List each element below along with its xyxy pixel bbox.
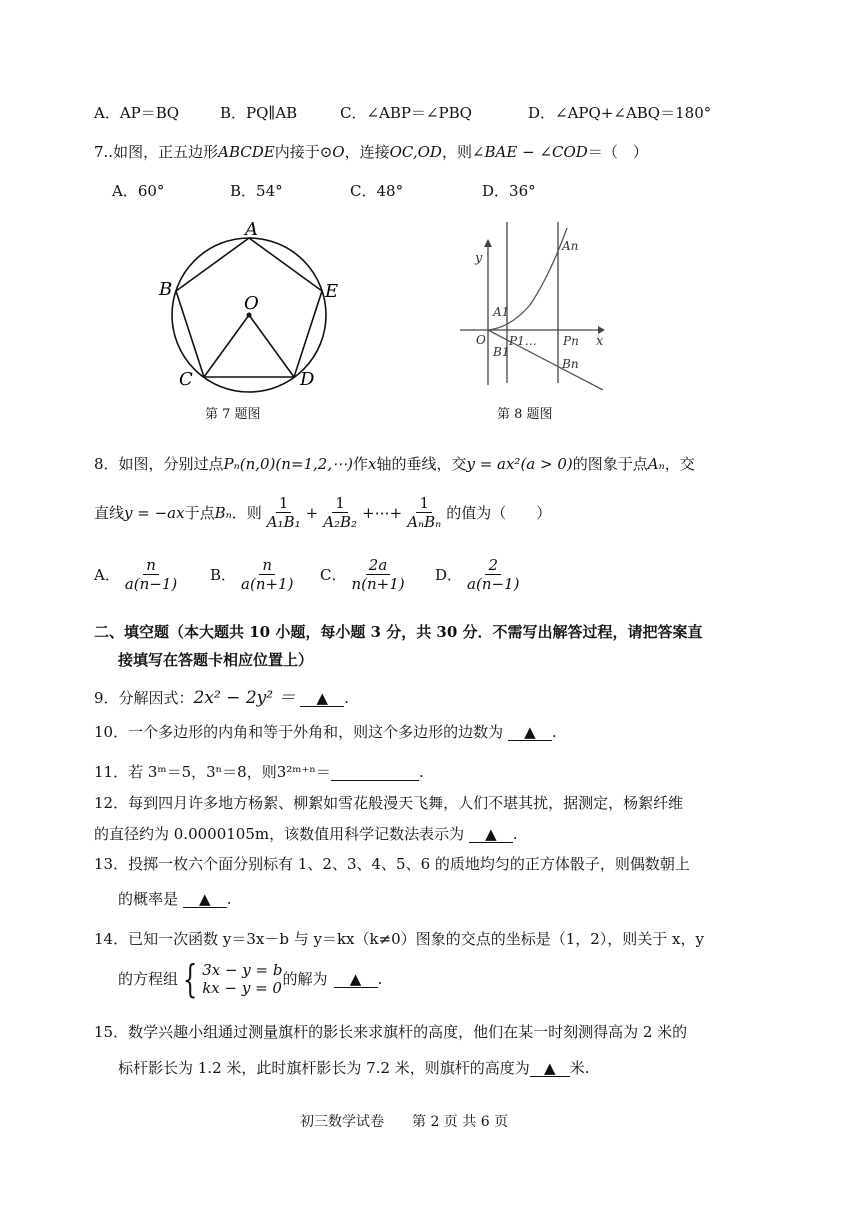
label-c: C [179, 369, 193, 390]
q8-function: y = ax²(a > 0) [466, 455, 573, 473]
q14-answer-blank: ▲ [334, 971, 378, 988]
q8-plus-1: + [305, 503, 319, 522]
q7-text-4: ，则 [441, 143, 472, 161]
figure-7-pentagon [150, 215, 360, 395]
q14-text: 的方程组 [118, 970, 179, 988]
q13-line-2: 的概率是 ▲ . [118, 890, 232, 908]
q8-x-var: x [367, 455, 377, 473]
figure-7-caption: 第 7 题图 [205, 407, 261, 422]
q8-stem-line-2 [94, 494, 551, 531]
q8-point-an: Aₙ [647, 455, 665, 473]
q8-line: y = −ax [124, 503, 185, 522]
q14-line-1: 14．已知一次函数 y＝3x－b 与 y＝kx（k≠0）图象的交点的坐标是（1，2），则关于 x，y [94, 930, 704, 948]
q11: 11．若 3ᵐ＝5，3ⁿ＝8，则3²ᵐ⁺ⁿ＝ . [94, 763, 424, 781]
q7-option-a: A．60° [112, 182, 165, 200]
q7-text-2: 内接于⊙ [274, 143, 333, 161]
label-y: y [475, 251, 483, 266]
label-p1: P1… [509, 334, 537, 348]
q8-fraction-3: $\frac{1}{\text{AₙBₙ}}$ [407, 494, 442, 531]
section-2-heading-cont: 接填写在答题卡相应位置上） [118, 651, 314, 669]
figure-8-graph [455, 220, 615, 390]
q11-text: 11．若 3ᵐ＝5，3ⁿ＝8，则3²ᵐ⁺ⁿ＝ [94, 763, 331, 781]
q15-line-2: 标杆影长为 1.2 米，此时旗杆影长为 7.2 米，则旗杆的高度为 ▲ 米. [118, 1059, 590, 1077]
q6-option-c: C．∠ABP＝∠PBQ [340, 104, 472, 122]
q8-option-b: B． $\frac{n}{a(n+1)}$ [210, 556, 294, 593]
label-bn: Bn [562, 357, 579, 371]
label-a: A [245, 219, 258, 240]
section-2-heading: 二、填空题（本大题共 10 小题，每小题 3 分，共 30 分．不需写出解答过程，请把答案直 [94, 623, 703, 641]
q8-text-7: 于点 [184, 503, 215, 522]
q11-answer-blank [331, 764, 419, 781]
q7-option-b: B．54° [230, 182, 283, 200]
q14-equation-2: kx − y = 0 [202, 979, 282, 997]
q8-text-3: 轴的垂线，交 [376, 455, 467, 473]
label-origin: O [476, 333, 486, 347]
q8-text-2: 作 [352, 455, 368, 473]
q12-text: 的直径约为 0.0000105m，该数值用科学记数法表示为 [94, 825, 465, 843]
q8-plus-2: +⋯+ [362, 503, 403, 522]
q15-answer-blank: ▲ [530, 1060, 570, 1077]
label-pn: Pn [563, 334, 579, 348]
q8-fraction-1: $\frac{1}{\text{A₁B₁}}$ [266, 494, 301, 531]
figure-8-caption: 第 8 题图 [497, 407, 553, 422]
q6-option-b: B．PQ∥AB [220, 104, 298, 122]
q14-equation-system: { 3x − y = b kx − y = 0 [182, 957, 283, 1001]
label-b1: B1 [493, 345, 510, 359]
q8-text-5: ，交 [664, 455, 695, 473]
q7-stem [94, 142, 648, 162]
q14-text-2: 的解为 [282, 970, 328, 988]
q8-text-1: 8．如图，分别过点 [94, 455, 224, 473]
label-d: D [300, 369, 315, 390]
label-o: O [244, 293, 259, 314]
q6-option-d: D．∠APQ+∠ABQ＝180° [528, 104, 712, 122]
q7-text-3: ，连接 [344, 143, 390, 161]
q8-option-c: C． $\frac{2a}{n(n+1)}$ [320, 556, 405, 593]
q9-answer-blank: ▲ [300, 690, 344, 707]
q13-line-1: 13．投掷一枚六个面分别标有 1、2、3、4、5、6 的质地均匀的正方体骰子，则偶数朝上 [94, 855, 690, 873]
q8-point-bn: Bₙ [214, 503, 232, 522]
q13-text: 的概率是 [118, 890, 179, 908]
q8-text-4: 的图象于点 [572, 455, 648, 473]
q15-line-1: 15．数学兴趣小组通过测量旗杆的影长来求旗杆的高度，他们在某一时刻测得高为 2 米的 [94, 1023, 688, 1041]
q8-fraction-2: $\frac{1}{\text{A₂B₂}}$ [323, 494, 358, 531]
page-footer: 初三数学试卷 第 2 页 共 6 页 [300, 1114, 509, 1130]
segment-oc [204, 315, 249, 377]
q7-option-d: D．36° [482, 182, 536, 200]
q7-text-1: 如图，正五边形 [113, 143, 219, 161]
q8-option-a: A． $\frac{n}{a(n-1)}$ [94, 556, 178, 593]
label-e: E [325, 281, 339, 302]
q7-circle: O [332, 143, 345, 161]
q8-text-8: ．则 [231, 503, 262, 522]
q8-option-d: D． $\frac{2}{a(n-1)}$ [435, 556, 520, 593]
q12-answer-blank: ▲ [469, 826, 513, 843]
q10-text: 10．一个多边形的内角和等于外角和，则这个多边形的边数为 [94, 723, 504, 741]
q8-point-pn: Pₙ(n,0)(n=1,2,⋯) [223, 455, 353, 473]
q12-line-2: 的直径约为 0.0000105m，该数值用科学记数法表示为 ▲ . [94, 825, 518, 843]
label-b: B [159, 279, 173, 300]
q7-option-c: C．48° [350, 182, 404, 200]
q7-expression: ∠BAE − ∠COD [471, 143, 588, 161]
label-a1: A1 [493, 305, 510, 319]
q7-number: 7.. [94, 143, 114, 161]
q9-text: 9．分解因式： [94, 689, 194, 707]
q15-text: 标杆影长为 1.2 米，此时旗杆影长为 7.2 米，则旗杆的高度为 [118, 1059, 530, 1077]
q6-option-a: A．AP＝BQ [94, 104, 180, 122]
q9: 9．分解因式：2x² − 2y² ＝ ▲ . [94, 688, 350, 708]
segment-od [249, 315, 294, 377]
q7-polygon: ABCDE [218, 143, 275, 161]
q8-stem-line-1 [94, 454, 695, 474]
q10: 10．一个多边形的内角和等于外角和，则这个多边形的边数为 ▲ . [94, 723, 557, 741]
q8-text-9: 的值为（ ） [446, 503, 552, 522]
q8-text-6: 直线 [94, 503, 125, 522]
q7-text-5: ＝（ ） [587, 143, 648, 161]
q14-line-2: 的方程组 { 3x − y = b kx − y = 0 的解为 ▲ . [118, 957, 383, 1001]
label-x: x [596, 334, 604, 349]
q14-equation-1: 3x − y = b [202, 961, 283, 979]
q9-expression: 2x² − 2y² ＝ [193, 688, 296, 708]
q7-segments: OC,OD [389, 143, 442, 161]
q13-answer-blank: ▲ [183, 891, 227, 908]
q12-line-1: 12．每到四月许多地方杨絮、柳絮如雪花般漫天飞舞，人们不堪其扰，据测定，杨絮纤维 [94, 794, 684, 812]
label-an: An [562, 239, 579, 253]
q10-answer-blank: ▲ [508, 724, 552, 741]
